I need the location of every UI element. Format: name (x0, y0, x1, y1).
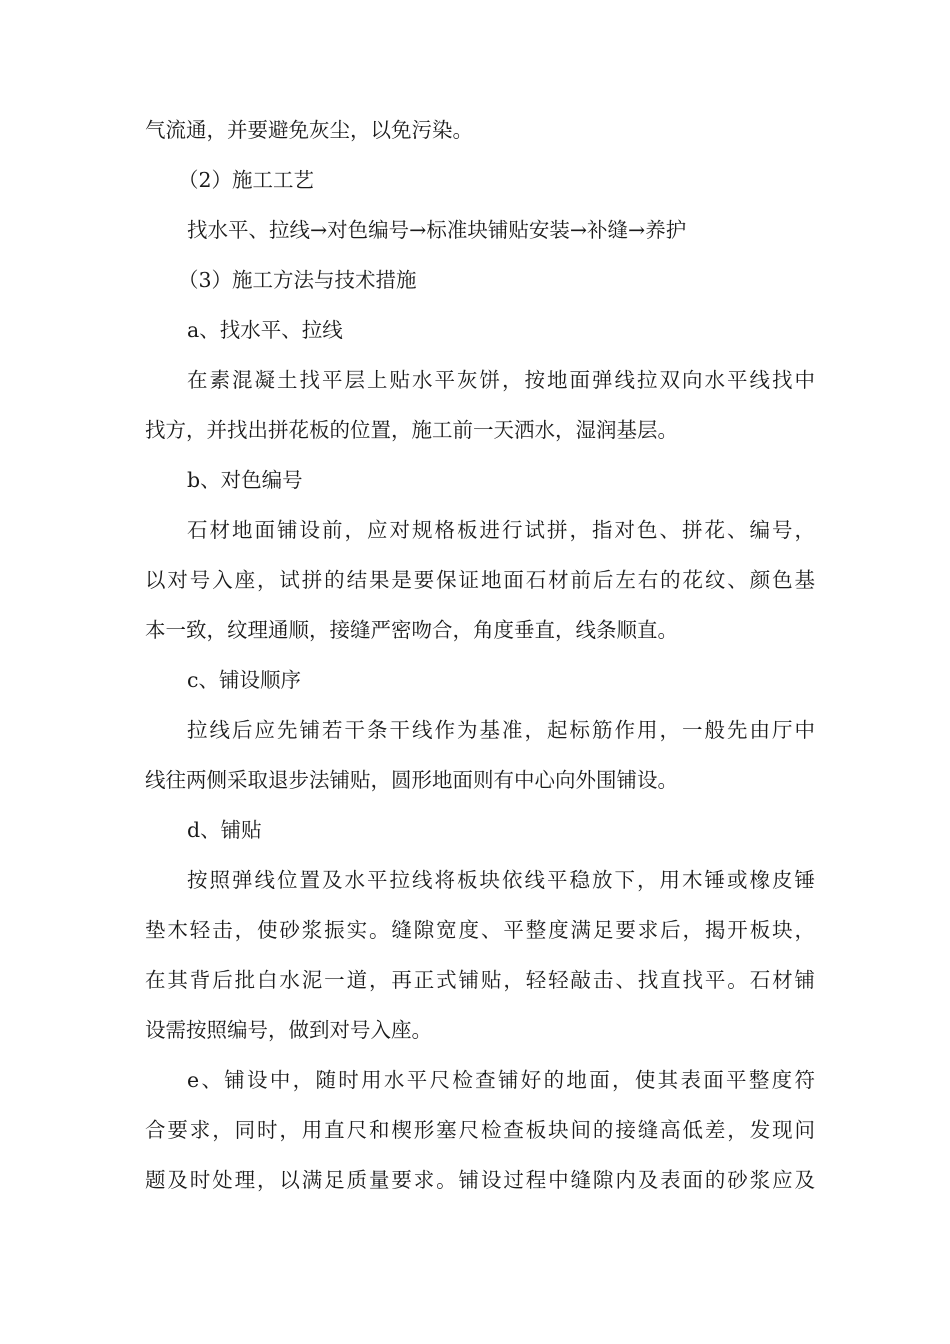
paragraph-line: 线往两侧采取退步法铺贴，圆形地面则有中心向外围铺设。 (145, 768, 678, 792)
paragraph-line: 石材地面铺设前，应对规格板进行试拼，指对色、拼花、编号， (187, 518, 815, 542)
paragraph-line: 本一致，纹理通顺，接缝严密吻合，角度垂直，线条顺直。 (145, 618, 678, 642)
paragraph-line: e、铺设中，随时用水平尺检查铺好的地面，使其表面平整度符 (187, 1068, 815, 1092)
subsection-heading: d、铺贴 (187, 818, 262, 842)
paragraph-line: 在素混凝土找平层上贴水平灰饼，按地面弹线拉双向水平线找中 (187, 368, 815, 392)
paragraph-line: 拉线后应先铺若干条干线作为基准，起标筋作用，一般先由厅中 (187, 718, 815, 742)
paragraph-line: 在其背后批白水泥一道，再正式铺贴，轻轻敲击、找直找平。石材铺 (145, 968, 815, 992)
paragraph-line: 以对号入座，试拼的结果是要保证地面石材前后左右的花纹、颜色基 (145, 568, 815, 592)
paragraph-line: 题及时处理，以满足质量要求。铺设过程中缝隙内及表面的砂浆应及 (145, 1168, 815, 1192)
paragraph-line: 设需按照编号，做到对号入座。 (145, 1018, 432, 1042)
process-flow-line: 找水平、拉线→对色编号→标准块铺贴安装→补缝→养护 (187, 218, 687, 242)
subsection-heading: b、对色编号 (187, 468, 303, 492)
paragraph-line: 气流通，并要避免灰尘，以免污染。 (145, 118, 473, 142)
paragraph-line: 按照弹线位置及水平拉线将板块依线平稳放下，用木锤或橡皮锤 (187, 868, 815, 892)
section-heading: （3）施工方法与技术措施 (178, 268, 417, 292)
paragraph-line: 垫木轻击，使砂浆振实。缝隙宽度、平整度满足要求后，揭开板块， (145, 918, 815, 942)
subsection-heading: a、找水平、拉线 (187, 318, 343, 342)
paragraph-line: 找方，并找出拼花板的位置，施工前一天洒水，湿润基层。 (145, 418, 678, 442)
paragraph-line: 合要求，同时，用直尺和楔形塞尺检查板块间的接缝高低差，发现问 (145, 1118, 815, 1142)
section-heading: （2）施工工艺 (178, 168, 315, 192)
subsection-heading: c、铺设顺序 (187, 668, 301, 692)
